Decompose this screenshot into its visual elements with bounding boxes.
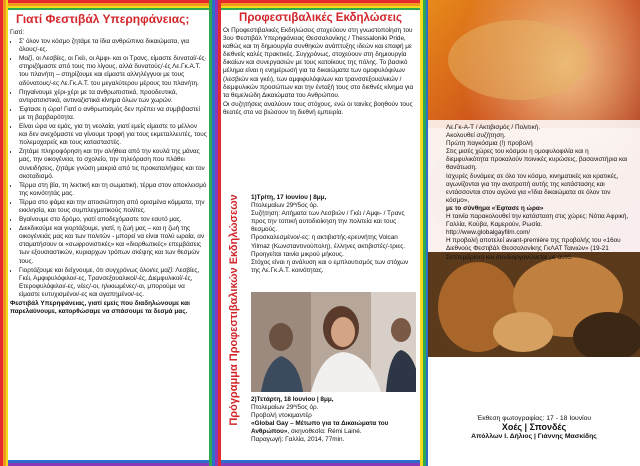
screening-line: Πρώτη παγκόσμια (!) προβολή — [446, 140, 533, 148]
panel-why-pride — [0, 0, 215, 466]
event2-director: , σκηνοθεσία: Rémi Lainé. — [287, 428, 362, 436]
panel-screening-exhibition — [428, 0, 640, 466]
screening-line: Ισχυρές δυνάμεις σε όλο τον κόσμο, κινηματικές και κρατικές, αγωνίζονται για την ανατροπή αυτής της κατάστασης και εντάσσονται στον αγώνα για «Ίδια δικαιώματα σε όλον τον κόσμο», — [446, 172, 619, 204]
event2-production: Παραγωγή: Γαλλία, 2014, 77min. — [251, 436, 345, 444]
event-2 — [251, 396, 416, 445]
event2-venue: Πτολεμαίων 29ª/5ος όρ. — [251, 404, 319, 412]
exhibition-photo-bottom — [428, 252, 640, 357]
panel2-title: Προφεστιβαλικές Εκδηλώσεις — [239, 12, 402, 24]
screening-line: Ακολουθεί συζήτηση. — [446, 132, 506, 140]
list-item: • Μαζί, οι Λεσβίες, οι Γκέι, οι Αμφι- και οι Τρανς, είμαστε δυνατοί/-ές· στηριζόμαστε από τους πιο λίγους, αλλά δυνατούς/-ές Λε.Γκ.Α.Τ. του πλανήτη – στηρίζουμε και είμαστε αλληλέγγυοι με τους αδύνατους/-ες Λε.Γκ.Α.Τ. του μεγαλύτερου μέρους του πλανήτη. — [19, 55, 207, 87]
list-item: • Πηγαίνουμε χέρι-χέρι με τα ανθρωπιστικά, προοδευτικά, αντιρατσιστικά, αντιναζιστικά κίνημα όλων των χωρών. — [19, 89, 207, 105]
event1-venue: Πτολεμαίων 29ª/5ος όρ. — [251, 202, 319, 210]
screening-slogan: με το σύνθημα «Έφτασε η ώρα» — [446, 204, 544, 212]
exhibition-footer — [428, 414, 640, 441]
exhibition-artists: Απόλλων Ι. Δήλιος | Γιάννης Μασκίδης — [471, 433, 597, 440]
list-item: • Σ' όλον τον κόσμο ζητάμε τα ίδια ανθρώπινα δικαιώματα, για όλους/-ες. — [19, 38, 207, 54]
event1-discussion: Συζήτηση: Αιτήματα των Λεσβιών / Γκέι / Αμφι- / Τρανς προς την τοπική αυτοδιοίκηση την πολιτεία και τους θεσμούς. — [251, 210, 405, 234]
list-item: • Διεκδικούμε και γιορτάζουμε, γιατί, η ζωή μας – και η ζωή της οικογένειάς μας και των πολιτών - μπορεί να είναι πολύ ωραία, αν σταματήσουν οι «σωφρονιστικές» και «διορθωτικές» επεμβάσεις των εξουσιαστικών, κυριαρχων τρόπων σκέψης και των θεσμών τους. — [19, 225, 207, 265]
panel1-closing: Φεστιβάλ Υπερηφάνειας, γιατί εμείς που διαδηλώνουμε και παρελαύνουμε, κατορθώσαμε να σπάσουμε τα δεσμά μας. — [10, 300, 190, 316]
event2-film-title: «Global Gay – Μέτωπο για τα Δικαιώματα του Ανθρώπου» — [251, 420, 389, 436]
panel-pre-festival-events — [215, 0, 428, 466]
panel1-bullet-list — [10, 38, 207, 299]
list-item: • Είναι ώρα να εμάς, για τη νεολαία, γιατί εμείς είμαστε το μέλλον και δεν ανεχόμαστε να γίνουμε τροφή για τους εκμεταλλευτές, τους πολεμοχαρείς και τους κατασταστές. — [19, 123, 207, 147]
speaker-photo — [251, 292, 416, 392]
panel2-intro-paragraph: Οι Προφεστιβαλικές Εκδηλώσεις στοχεύουν στη γνωστοποίηση του 3ου Φεστιβάλ Υπερηφάνειας Θεσσαλονίκης / Thessaloniki Pride, καθώς και τη δημιουργία συνθηκών ανάπτυξης ιδεών και επαφή με διεθνείς καλές πρακτικές. Συγχρόνως, στοχεύουν στη δημιουργία δικαίων και συνεργασιών με τους κατοίκους της πόλης. Το βασικό μέλημα είναι η ενημέρωσή για τα δικαιώματα των ομοφυλόφιλων (λεσβιών και γκέι), των αμφιφυλόφιλων και τρανσσεξουαλικών / διεμφυλικών προσώπων και την ένταξή τους στο διεθνές κίνημα για τα θεμελιώδη Δικαιώματα του Ανθρώπου. — [223, 27, 414, 99]
event-1 — [251, 194, 416, 275]
list-item: • Τέρμα στο φάμα και την αποσιώπηση από ορισμένα κόμματα, την εκκλησία, και τους συμπλεγματικούς πολίτες. — [19, 199, 207, 215]
screening-line: Η ταινία παρακολουθεί την κατάσταση στις χώρες: Νότια Αφρική, Γαλλία, Κούβα, Καμερούν, Ρωσία. — [446, 213, 629, 229]
screening-line: Στις μισές χώρες του κόσμου η ομοφυλοφιλία και η διεμφυλικότητα προκαλούν ποινικές κυρώσεις, βασανιστήρια και θανάτωση. — [446, 148, 628, 172]
screening-description — [446, 124, 630, 262]
exhibition-title: Χοές | Σπονδές — [501, 422, 567, 432]
list-item: • Τέρμα στη βία, τη λεκτική και τη σωματική, τέρμα στον αποκλεισμό της κοινότητάς μας. — [19, 182, 207, 198]
vertical-program-title: Πρόγραμμα Προφεστιβαλικών Εκδηλώσεων — [228, 194, 240, 426]
exhibition-dates: Έκθεση φωτογραφίας: 17 - 18 Ιουνίου — [476, 415, 592, 422]
screening-line: Η προβολή αποτελεί avant-première της προβολής του «16ου Διεθνούς Φεστιβάλ Θεσσαλονίκης ΓκΛΑΤ Ταινιών» (19-21 Σεπτεμβρίου) και συνδιοργανώνεται με αυτό. — [446, 237, 621, 261]
film-website-link[interactable]: http://www.globalgayfilm.com/ — [446, 229, 531, 237]
panel2-intro — [223, 27, 418, 117]
list-item: • Γιορτάζουμε και δείχνουμε, ότι συγχρόνως όλοι/ες μαζί: Λεσβίες, Γκέι, Αμφιφυλόφιλοι/-ες, Τρανσεξουαλικοί/-ές, Διεμφυλικοί/-ές, Ετεροφυλόφιλοι/-ες, νέες/-οι, ηλικιωμένες/-οι, μπορούμε να είμαστε ευτυχισμένοι/-ες και αγαπημένοι/-ες. — [19, 267, 207, 299]
event1-guests: Προσκαλεσμένοι/-ες: η ακτιβιστής-ερευνήτης Volcan Yilmaz (Κωνσταντινούπολη), έλληνες ακτιβιστές/-τριες. — [251, 234, 406, 250]
panel1-body — [10, 29, 207, 316]
panel1-title: Γιατί Φεστιβάλ Υπερηφάνειας; — [16, 12, 190, 26]
list-item: • Βγαίνουμε στο δρόμο, γιατί αποδεχόμαστε τον εαυτό μας. — [19, 216, 207, 224]
event2-screening: Προβολή ντοκιμαντέρ — [251, 412, 312, 420]
event2-heading: 2)Τετάρτη, 18 Ιουνίου | 8μμ, — [251, 396, 334, 403]
list-item: • Έφτασε η ώρα! Γιατί ο ανθρωπισμός δεν πρέπει να συμβιβαστεί με τη βαρβαρότητα. — [19, 106, 207, 122]
speaker-photo-image — [251, 292, 416, 392]
event1-heading: 1)Τρίτη, 17 Ιουνίου | 8μμ, — [251, 194, 327, 201]
event1-goal: Στόχος είναι η ανάλυση και ο εμπλουτισμός των στόχων της Λε.Γκ.Α.Τ. κοινότητας. — [251, 258, 409, 274]
screening-line: Λε.Γκ-Α-Τ / Ακτιβισμός / Πολιτική. — [446, 124, 541, 131]
list-item: • Ζητάμε πληροφόρηση και την αλήθεια από την κουλά της μάνας μας, την οικογένεια, το σχολείο, την τηλεόραση που πλάθει συνειδήσεις, ζητάμε γνώση μακριά από τις προκαταλήψεις και τον σκοταδισμό. — [19, 148, 207, 180]
event1-short-film: Προηγείται ταινία μικρού μήκους. — [251, 250, 344, 258]
panel2-intro-paragraph: Οι συζητήσεις αναλύουν τους στόχους, ενώ οι ταινίες βοηθούν τους θεατές στο να βιώσουν τη διεθνή εμπειρία. — [223, 100, 413, 116]
panel1-intro: Γιατί: — [10, 29, 25, 36]
